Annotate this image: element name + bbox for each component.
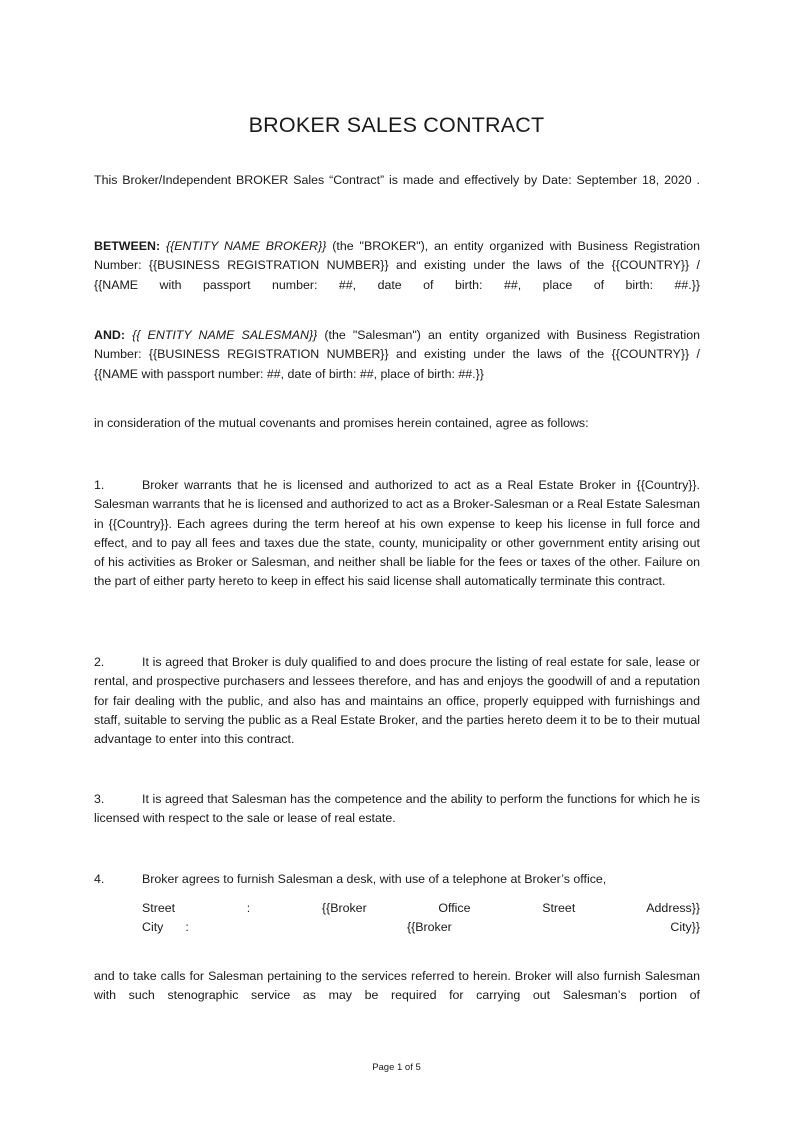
and-line-passport: {{NAME with passport number: ##, date of birth: ##, place of birth: ##.}} [94,366,484,381]
between-text: (the "BROKER"), an entity organized with Business Registration Number: {{BUSINESS REGISTRATION NUMBER}} and existing under the laws of the {{COUNTRY}} / [94,239,700,273]
street-value: {{Broker Office Street Address}} [321,901,701,915]
street-colon: : [246,901,251,915]
and-paragraph [94,326,700,384]
city-colon: : [185,920,189,934]
city-value-part-1: {{Broker [407,920,452,934]
street-address-line [142,899,700,918]
clause-number: 2. [94,655,105,669]
street-label: Street [142,901,176,915]
intro-paragraph: This Broker/Independent BROKER Sales “Contract” is made and effectively by Date: September 18, 2020 . [94,173,700,187]
consideration-paragraph: in consideration of the mutual covenants and promises herein contained, agree as follows: [94,416,589,430]
clause-number: 4. [94,872,105,886]
and-text: (the "Salesman") an entity organized with Business Registration Number: {{BUSINESS REGISTRATION NUMBER}} and existing under the laws of the {{COUNTRY}} / [94,328,701,362]
clause-1 [94,476,700,592]
between-line-main [94,237,700,276]
city-label-group [142,918,189,937]
city-value-part-2: City}} [670,920,700,934]
between-label: BETWEEN: [94,239,161,253]
clause-text: It is agreed that Salesman has the competence and the ability to perform the functions for which he is licensed with respect to the sale or lease of real estate. [94,792,700,826]
between-entity: {{ENTITY NAME BROKER}} [166,239,327,253]
continuation-paragraph: and to take calls for Salesman pertaining to the services referred to herein. Broker will also furnish Salesman with such stenographic service as may be required for carrying out Salesman’s portion of [94,969,700,1003]
and-entity: {{ ENTITY NAME SALESMAN}} [132,328,318,342]
clause-text: Broker warrants that he is licensed and authorized to act as a Real Estate Broker in {{Country}}. Salesman warrants that he is licensed and authorized to act as a Broker-Salesman or a Real Estate Salesman in {{Country}}. Each agrees during the term hereof at his own expense to keep his license in full force and effect, and to pay all fees and taxes due the state, county, municipality or other government entity arising out of his activities as Broker or Salesman, and neither shall be liable for the fees or taxes of the other. Failure on the part of either party hereto to keep in effect his said license shall automatically terminate this contract. [94,478,700,589]
and-label: AND: [94,328,125,342]
clause-4 [94,870,700,889]
clause-text: Broker agrees to furnish Salesman a desk, with use of a telephone at Broker’s office, [142,872,607,886]
clause-2 [94,653,700,749]
clause-number: 3. [94,792,105,806]
city-label: City [142,920,164,934]
clause-text: It is agreed that Broker is duly qualified to and does procure the listing of real estate for sale, lease or rental, and prospective purchasers and lessees therefore, and has and enjoys the goodwill of and a reputation for fair dealing with the public, and also has and maintains an office, properly equipped with furnishings and staff, suitable to serving the public as a Real Estate Broker, and the parties hereto deem it to be to their mutual advantage to enter into this contract. [94,655,700,747]
document-title: BROKER SALES CONTRACT [248,113,545,137]
clause-number: 1. [94,478,105,492]
page-footer: Page 1 of 5 [372,1062,421,1073]
between-paragraph [94,237,700,295]
clause-3 [94,790,700,829]
and-line-main [94,326,700,365]
between-line-passport: {{NAME with passport number: ##, date of birth: ##, place of birth: ##.}} [94,277,700,292]
